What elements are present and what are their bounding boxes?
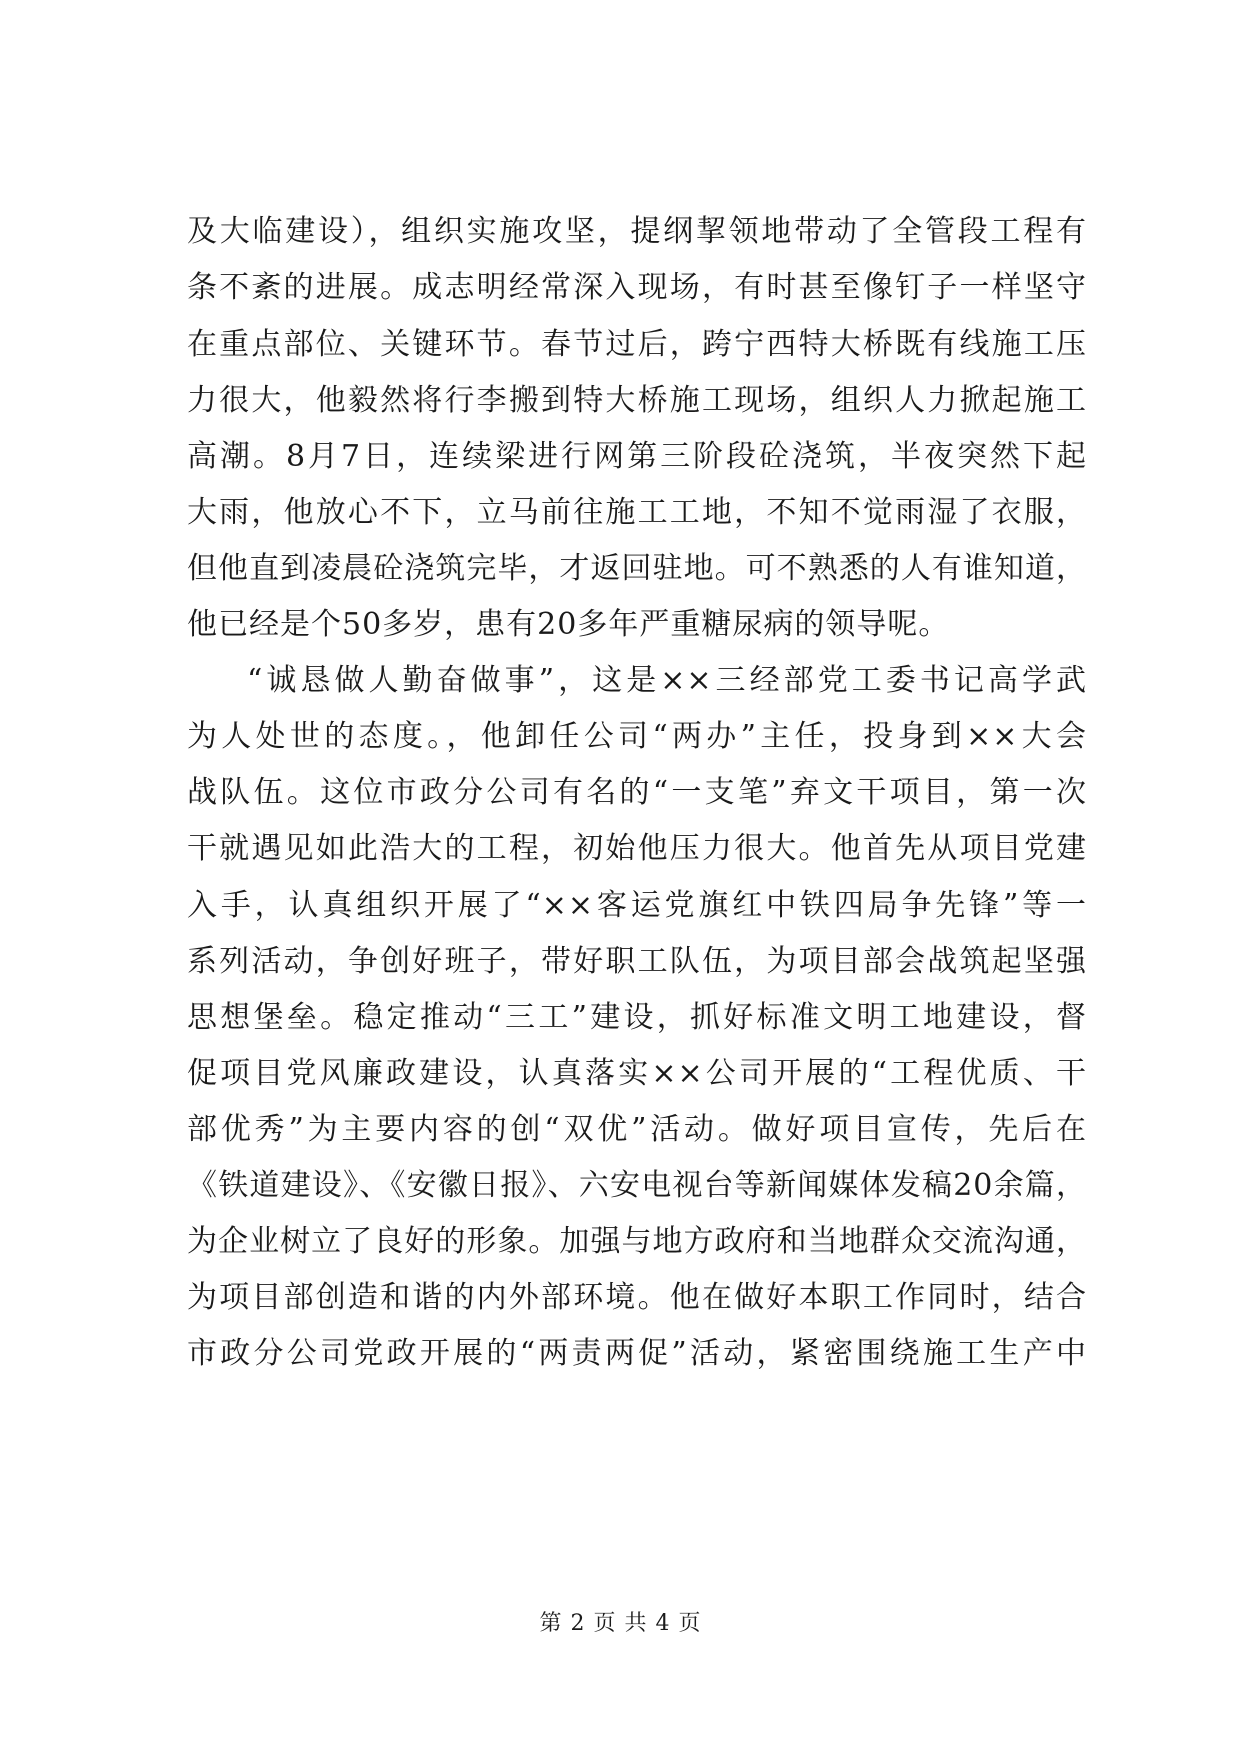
text-line: 大雨，他放心不下，立马前往施工工地，不知不觉雨湿了衣服， [187,495,1087,530]
text-line: 为人处世的态度。，他卸任公司“两办”主任，投身到××大会 [187,719,1087,754]
text-line: 条不紊的进展。成志明经常深入现场，有时甚至像钉子一样坚守 [187,270,1087,305]
text-line: 市政分公司党政开展的“两责两促”活动，紧密围绕施工生产中 [187,1336,1087,1371]
text-line: 为项目部创造和谐的内外部环境。他在做好本职工作同时，结合 [187,1280,1087,1315]
text-line: 力很大，他毅然将行李搬到特大桥施工现场，组织人力掀起施工 [187,383,1087,418]
text-line: 促项目党风廉政建设，认真落实××公司开展的“工程优质、干 [187,1056,1087,1091]
text-line: 思想堡垒。稳定推动“三工”建设，抓好标准文明工地建设，督 [187,1000,1087,1035]
text-line: 但他直到凌晨砼浇筑完毕，才返回驻地。可不熟悉的人有谁知道， [187,551,1087,586]
text-line: 战队伍。这位市政分公司有名的“一支笔”弃文干项目，第一次 [187,775,1087,810]
text-line: 系列活动，争创好班子，带好职工队伍，为项目部会战筑起坚强 [187,944,1087,979]
text-line: 及大临建设），组织实施攻坚，提纲挈领地带动了全管段工程有 [187,214,1087,249]
text-line: 高潮。8月7日，连续梁进行网第三阶段砼浇筑，半夜突然下起 [187,439,1087,474]
text-line: 部优秀”为主要内容的创“双优”活动。做好项目宣传，先后在 [187,1112,1087,1147]
text-line: 他已经是个50多岁，患有20多年严重糖尿病的领导呢。 [187,607,950,642]
text-line: 入手，认真组织开展了“××客运党旗红中铁四局争先锋”等一 [187,888,1087,923]
text-line: 为企业树立了良好的形象。加强与地方政府和当地群众交流沟通， [187,1224,1087,1259]
text-line: 在重点部位、关键环节。春节过后，跨宁西特大桥既有线施工压 [187,327,1087,362]
page-number-footer: 第 2 页 共 4 页 [539,1611,702,1636]
text-line: 干就遇见如此浩大的工程，初始他压力很大。他首先从项目党建 [187,831,1087,866]
text-line: 《铁道建设》、《安徽日报》、六安电视台等新闻媒体发稿20余篇， [187,1168,1087,1203]
paragraph-first-line: “诚恳做人勤奋做事”，这是××三经部党工委书记高学武 [247,663,1087,698]
